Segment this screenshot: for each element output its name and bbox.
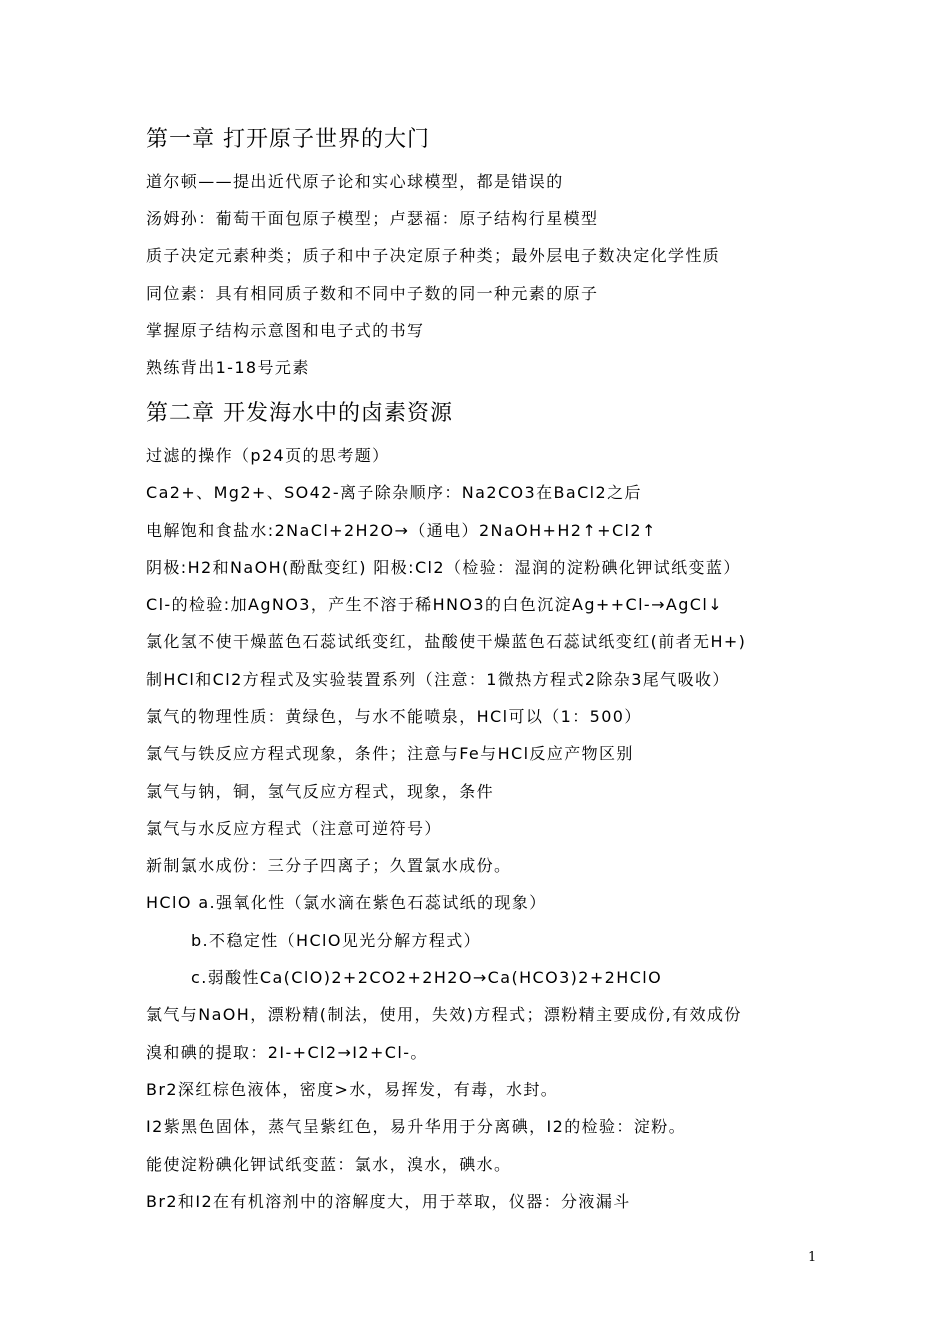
text-line: 汤姆孙：葡萄干面包原子模型；卢瑟福：原子结构行星模型	[146, 209, 599, 228]
text-line: 氯气与水反应方程式（注意可逆符号）	[146, 819, 442, 838]
text-line: 制HCl和Cl2方程式及实验装置系列（注意：1微热方程式2除杂3尾气吸收）	[146, 670, 730, 689]
text-line: 氯气与钠，铜，氢气反应方程式，现象，条件	[146, 782, 495, 801]
text-line: I2紫黑色固体，蒸气呈紫红色，易升华用于分离碘，I2的检验：淀粉。	[146, 1117, 686, 1136]
text-line: 氯气的物理性质：黄绿色，与水不能喷泉，HCl可以（1：500）	[146, 707, 642, 726]
chapter-2-title: 第二章 开发海水中的卤素资源	[146, 401, 453, 426]
text-line: 氯气与NaOH，漂粉精(制法，使用，失效)方程式；漂粉精主要成份,有效成份	[146, 1005, 742, 1024]
text-line: 过滤的操作（p24页的思考题）	[146, 446, 390, 465]
text-line: HClO a.强氧化性（氯水滴在紫色石蕊试纸的现象）	[146, 893, 547, 912]
text-line: Br2深红棕色液体，密度>水，易挥发，有毒，水封。	[146, 1080, 559, 1099]
chapter-1-title: 第一章 打开原子世界的大门	[146, 127, 430, 152]
text-line: 阴极:H2和NaOH(酚酞变红) 阳极:Cl2（检验：湿润的淀粉碘化钾试纸变蓝）	[146, 558, 741, 577]
text-line: 能使淀粉碘化钾试纸变蓝：氯水，溴水，碘水。	[146, 1155, 512, 1174]
text-line: 掌握原子结构示意图和电子式的书写	[146, 321, 425, 340]
text-line: c.弱酸性Ca(ClO)2+2CO2+2H2O→Ca(HCO3)2+2HClO	[191, 968, 663, 987]
text-line: 熟练背出1-18号元素	[146, 358, 310, 377]
text-line: Br2和I2在有机溶剂中的溶解度大，用于萃取，仪器：分液漏斗	[146, 1192, 631, 1211]
text-line: Cl-的检验:加AgNO3，产生不溶于稀HNO3的白色沉淀Ag++Cl-→AgCl↓	[146, 595, 724, 614]
text-line: 氯气与铁反应方程式现象，条件；注意与Fe与HCl反应产物区别	[146, 744, 634, 763]
text-line: 新制氯水成份：三分子四离子；久置氯水成份。	[146, 856, 512, 875]
text-line: 质子决定元素种类；质子和中子决定原子种类；最外层电子数决定化学性质	[146, 246, 721, 265]
text-line: 氯化氢不使干燥蓝色石蕊试纸变红，盐酸使干燥蓝色石蕊试纸变红(前者无H+)	[146, 632, 747, 651]
text-line: Ca2+、Mg2+、SO42-离子除杂顺序：Na2CO3在BaCl2之后	[146, 483, 642, 502]
text-line: 溴和碘的提取：2I-+Cl2→I2+Cl-。	[146, 1043, 428, 1062]
text-line: b.不稳定性（HClO见光分解方程式）	[191, 931, 482, 950]
text-line: 同位素：具有相同质子数和不同中子数的同一种元素的原子	[146, 284, 599, 303]
page-number: 1	[808, 1250, 817, 1265]
text-line: 道尔顿——提出近代原子论和实心球模型，都是错误的	[146, 172, 564, 191]
text-line: 电解饱和食盐水:2NaCl+2H2O→（通电）2NaOH+H2↑+Cl2↑	[146, 521, 657, 540]
